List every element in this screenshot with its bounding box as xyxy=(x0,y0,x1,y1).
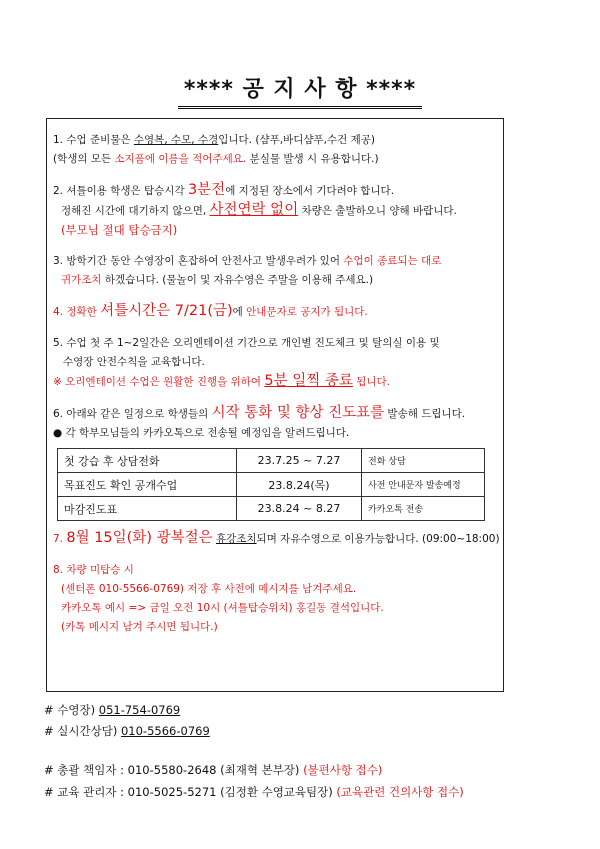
manager-contact-2: # 교육 관리자 : 010-5025-5271 (김정환 수영교육팀장) (교육관련 건의사항 접수) xyxy=(44,785,464,799)
pool-contact: # 수영장) 051-754-0769 xyxy=(44,703,181,717)
notice-item-8: 8. 차량 미탑승 시 (센터폰 010-5566-0769) 저장 후 사전에 메시지를 남겨주세요. 카카오톡 예시 => 금일 오전 10시 (셔틀탑승위치) 홍길동 결석입니다. (카톡 메시지 남겨 주시면 됩니다.) xyxy=(53,564,384,633)
notice-item-1: 1. 수업 준비물은 수영복, 수모, 수경입니다. (샴푸,바디샴푸,수건 제공) (학생의 모든 소지품에 이름을 적어주세요. 분실물 발생 시 유용합니다.) xyxy=(53,134,379,165)
schedule-date: 23.7.25 ~ 7.27 xyxy=(237,449,362,473)
schedule-date: 23.8.24 ~ 8.27 xyxy=(237,497,362,521)
schedule-table xyxy=(57,448,485,521)
schedule-name: 목표진도 확인 공개수업 xyxy=(58,473,237,497)
notice-item-6: 6. 아래와 같은 일정으로 학생들의 시작 통화 및 향상 진도표를 발송해 드립니다. ● 각 학부모님들의 카카오톡으로 전송될 예정임을 알려드립니다. xyxy=(53,405,466,439)
pool-phone-link[interactable]: 051-754-0769 xyxy=(98,703,181,717)
schedule-note: 사전 안내문자 발송예정 xyxy=(362,473,485,497)
notice-item-3: 3. 방학기간 동안 수영장이 혼잡하여 안전사고 발생우려가 있어 수업이 종료되는 대로 귀가조치 하겠습니다. (물놀이 및 자유수영은 주말을 이용해 주세요.) xyxy=(53,255,442,286)
manager-contact-1: # 총괄 책임자 : 010-5580-2648 (최재혁 본부장) (불편사항 접수) xyxy=(44,763,383,777)
schedule-note: 전화 상담 xyxy=(362,449,485,473)
notice-box xyxy=(46,118,504,692)
live-contact: # 실시간상담) 010-5566-0769 xyxy=(44,724,210,738)
schedule-name: 마감진도표 xyxy=(58,497,237,521)
table-row xyxy=(58,449,485,473)
table-row xyxy=(58,497,485,521)
notice-item-2: 2. 셔틀이용 학생은 탑승시각 3분전에 지정된 장소에서 기다려야 합니다. 정해진 시간에 대기하지 않으면, 사전연락 없이 차량은 출발하오니 양해 바랍니다. (부모님 절대 탑승금지) xyxy=(53,182,457,237)
notice-item-4: 4. 정확한 셔틀시간은 7/21(금)에 안내문자로 공지가 됩니다. xyxy=(53,303,368,319)
schedule-date: 23.8.24(목) xyxy=(237,473,362,497)
schedule-note: 카카오톡 전송 xyxy=(362,497,485,521)
live-phone-link[interactable]: 010-5566-0769 xyxy=(120,724,210,738)
table-row xyxy=(58,473,485,497)
notice-item-7: 7. 8월 15일(화) 광복절은 휴강조치되며 자유수영으로 이용가능합니다. (09:00~18:00) xyxy=(53,530,500,546)
notice-item-5: 5. 수업 첫 주 1~2일간은 오리엔테이션 기간으로 개인별 진도체크 및 탈의실 이용 및 수영장 안전수칙을 교육합니다. ※ 오리엔테이션 수업은 원활한 진행을 위하여 5분 일찍 종료 됩니다. xyxy=(53,337,440,389)
schedule-name: 첫 강습 후 상담전화 xyxy=(58,449,237,473)
page-title: **** 공 지 사 항 **** xyxy=(0,72,600,109)
